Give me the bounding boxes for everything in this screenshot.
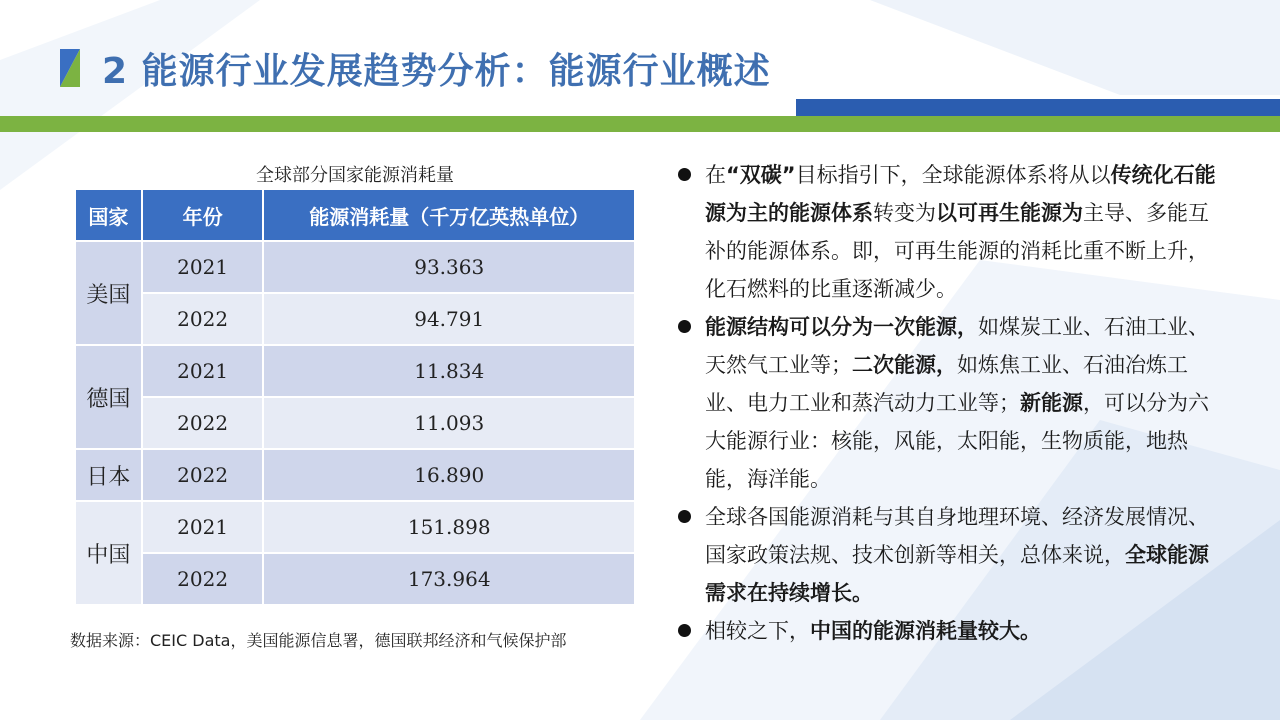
- bullet-item: [678, 498, 1223, 612]
- title-underline-blue: [796, 99, 1280, 116]
- page-title: 2 能源行业发展趋势分析：能源行业概述: [102, 50, 771, 92]
- value-cell: 16.890: [263, 449, 635, 501]
- table-row: [75, 293, 635, 345]
- table-row: [75, 397, 635, 449]
- bullet-item: [678, 308, 1223, 498]
- bullet-text: 在: [705, 163, 726, 187]
- bullet-text-bold: 中国的能源消耗量较大。: [810, 619, 1041, 643]
- bullet-text: 如煤炭工业、石油工业、天然气工业等；: [705, 315, 1209, 377]
- table-header-row: [75, 189, 635, 241]
- data-source-note: 数据来源：CEIC Data，美国能源信息署，德国联邦经济和气候保护部: [70, 631, 567, 650]
- bullet-text: 相较之下，: [705, 619, 810, 643]
- header-year: 年份: [142, 189, 264, 241]
- value-cell: 11.093: [263, 397, 635, 449]
- year-cell: 2021: [142, 241, 264, 293]
- table-caption: 全球部分国家能源消耗量: [256, 165, 454, 186]
- bullet-item: [678, 156, 1223, 308]
- header-country: 国家: [75, 189, 142, 241]
- bullet-text: 全球各国能源消耗与其自身地理环境、经济发展情况、国家政策法规、技术创新等相关，总体来说，: [705, 505, 1209, 567]
- table-row: [75, 553, 635, 605]
- bullet-text-bold: 新能源: [1020, 391, 1083, 415]
- bullet-text: ，可以分为六大能源行业：核能，风能，太阳能，生物质能，地热能，海洋能。: [705, 391, 1209, 491]
- value-cell: 173.964: [263, 553, 635, 605]
- bullet-text: 主导、多能互补的能源体系。即，可再生能源的消耗比重不断上升，化石燃料的比重逐渐减少。: [705, 201, 1209, 301]
- bullet-list: [678, 156, 1223, 650]
- bullet-text-bold: 传统化石能源为主的能源体系: [705, 163, 1216, 225]
- bullet-text: 如炼焦工业、石油冶炼工业、电力工业和蒸汽动力工业等；: [705, 353, 1188, 415]
- value-cell: 94.791: [263, 293, 635, 345]
- year-cell: 2022: [142, 293, 264, 345]
- bullet-text: 转变为: [873, 201, 936, 225]
- year-cell: 2022: [142, 397, 264, 449]
- header-consumption: 能源消耗量（千万亿英热单位）: [263, 189, 635, 241]
- table-row: [75, 449, 635, 501]
- bullet-text-bold: “双碳”: [726, 163, 796, 187]
- country-cell: 美国: [75, 241, 142, 345]
- title-underline-green: [0, 116, 1280, 132]
- country-cell: 日本: [75, 449, 142, 501]
- year-cell: 2022: [142, 553, 264, 605]
- table-row: [75, 241, 635, 293]
- country-cell: 中国: [75, 501, 142, 605]
- bullet-text-bold: 能源结构可以分为一次能源，: [705, 315, 978, 339]
- bullet-text-bold: 以可再生能源为: [936, 201, 1083, 225]
- value-cell: 93.363: [263, 241, 635, 293]
- bullet-text-bold: 全球能源需求在持续增长。: [705, 543, 1209, 605]
- title-accent-icon: [60, 49, 80, 87]
- country-cell: 德国: [75, 345, 142, 449]
- bullet-text: 目标指引下，全球能源体系将从以: [795, 163, 1111, 187]
- bullet-item: [678, 612, 1223, 650]
- year-cell: 2021: [142, 345, 264, 397]
- value-cell: 11.834: [263, 345, 635, 397]
- value-cell: 151.898: [263, 501, 635, 553]
- table-row: [75, 501, 635, 553]
- title-row: [60, 44, 771, 92]
- energy-consumption-table: [74, 188, 636, 606]
- bullet-text-bold: 二次能源，: [852, 353, 957, 377]
- year-cell: 2022: [142, 449, 264, 501]
- year-cell: 2021: [142, 501, 264, 553]
- table-row: [75, 345, 635, 397]
